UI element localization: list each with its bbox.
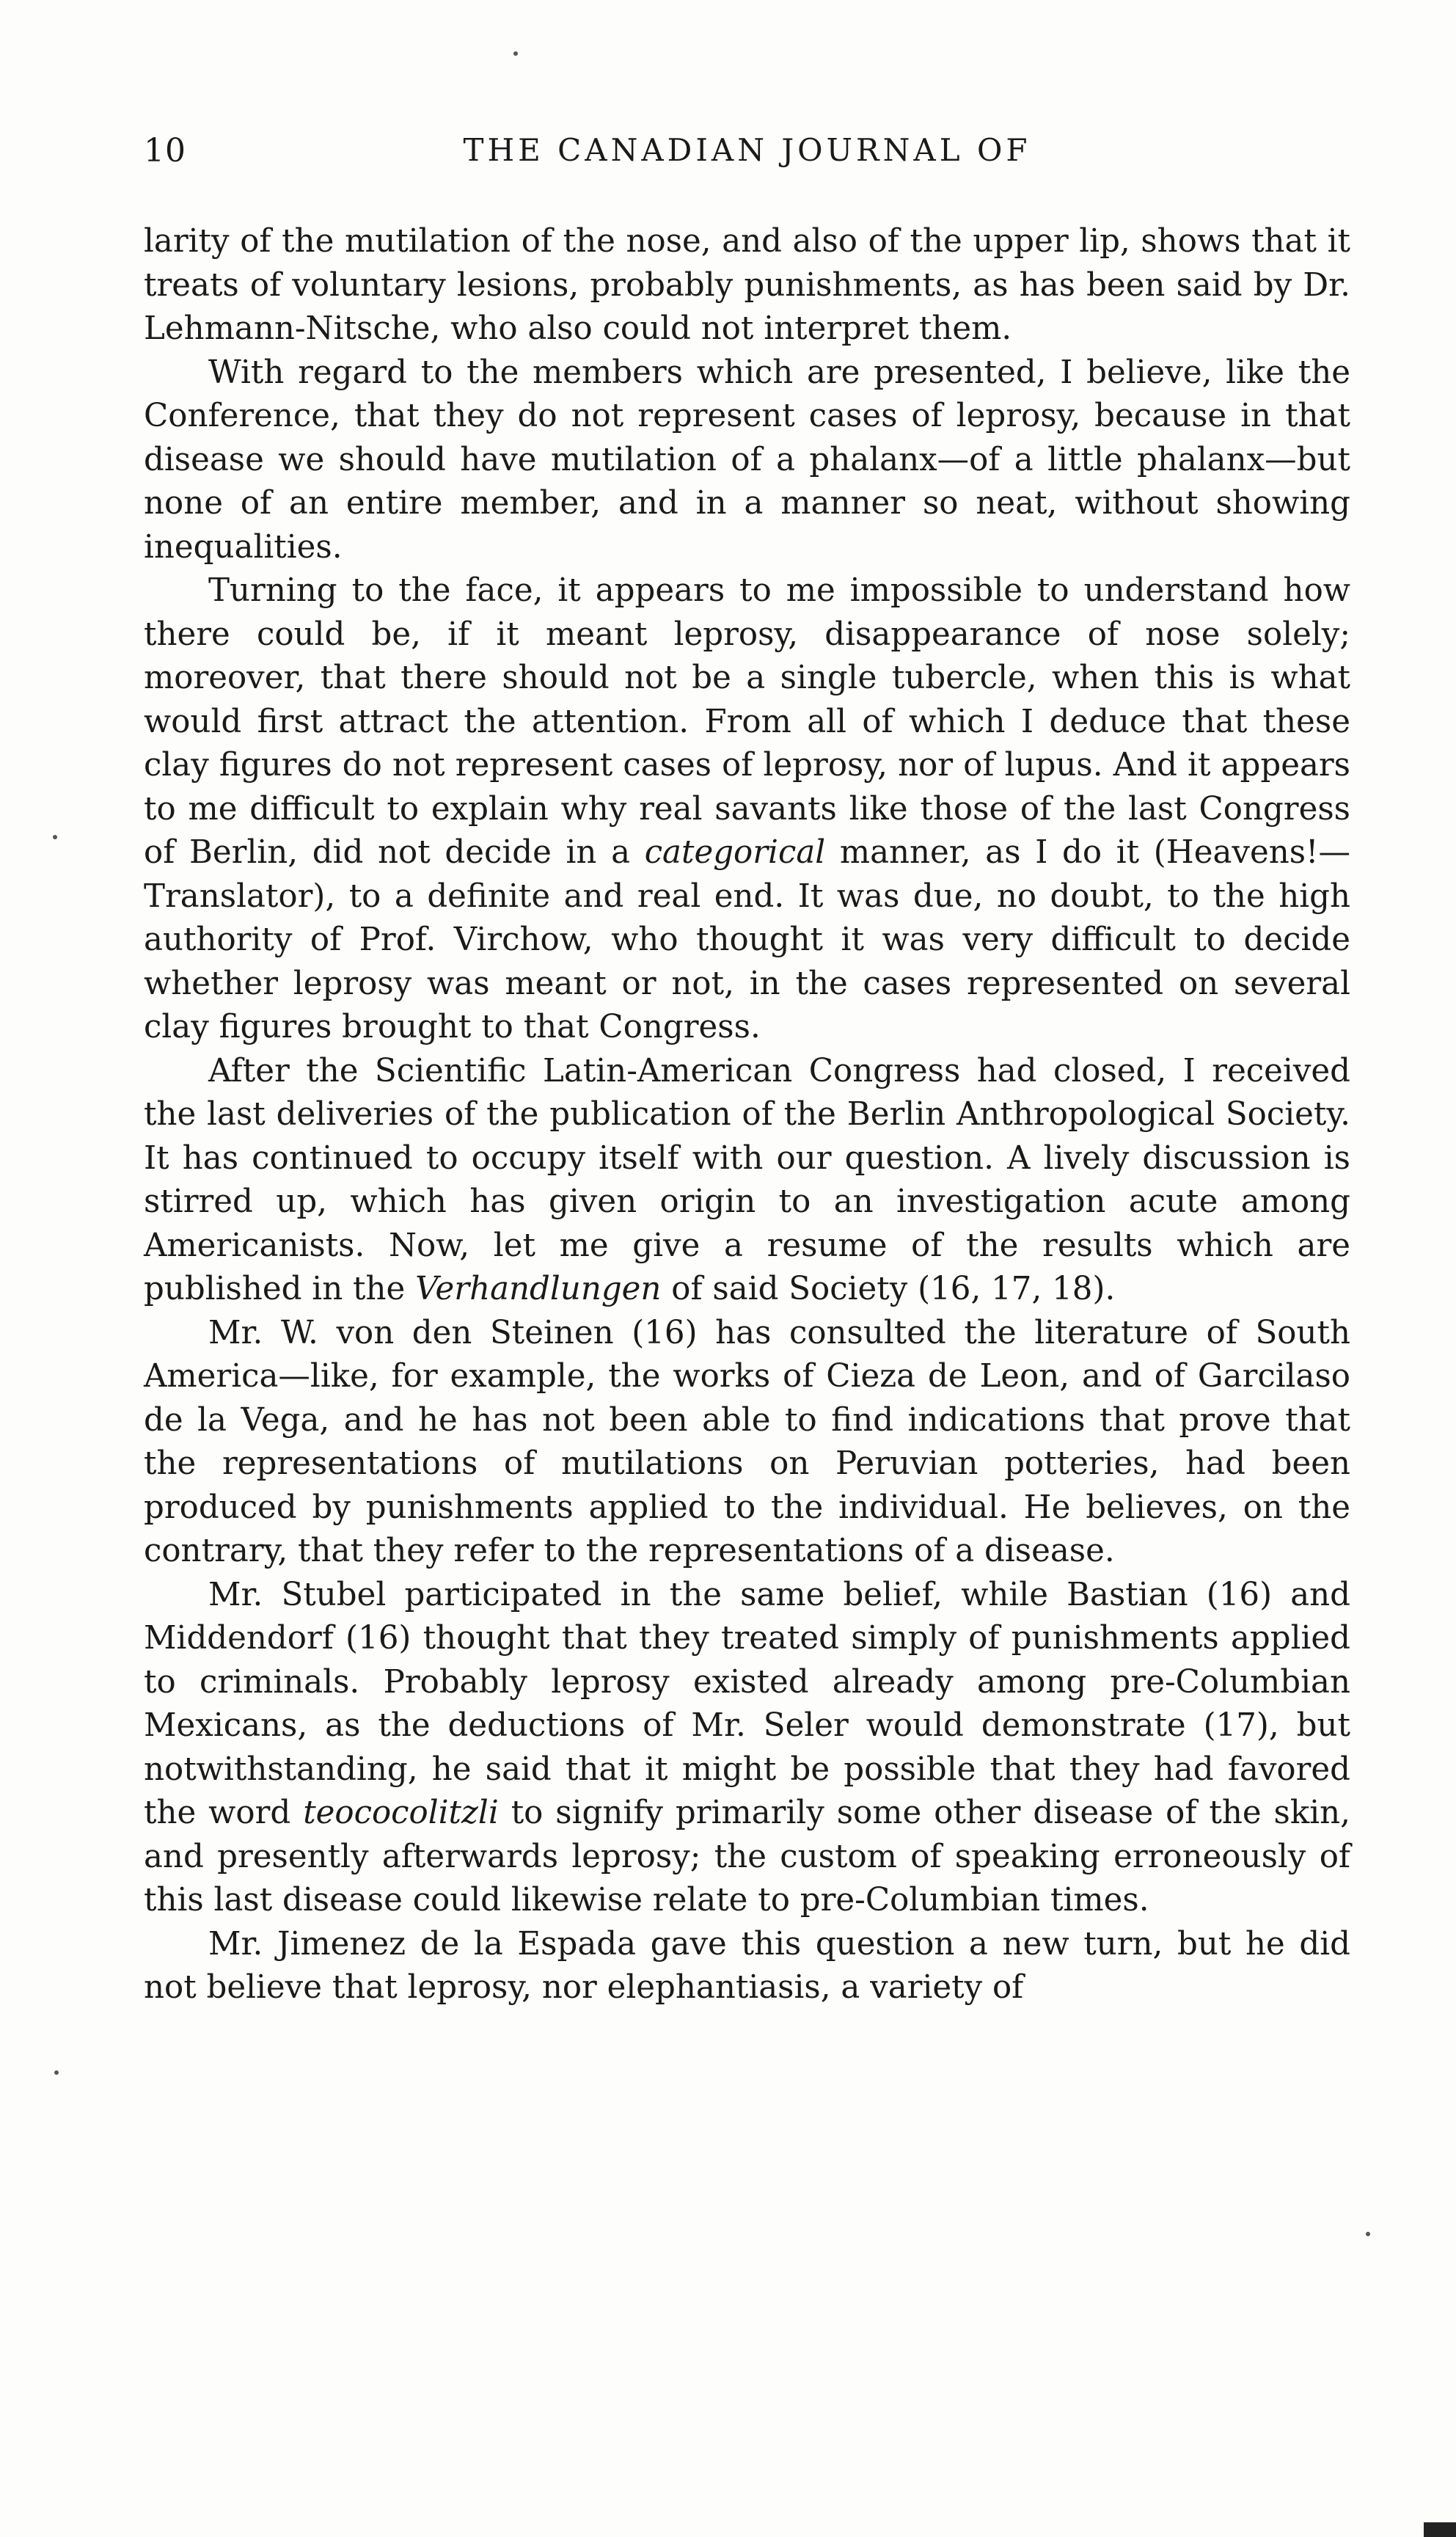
scan-edge-mark (1424, 2522, 1456, 2537)
italic-term: categorical (644, 834, 826, 871)
paragraph (144, 220, 1350, 351)
paragraph-text: Mr. Stubel participated in the same belief, while Bastian (16) and Middendorf (16) thought that they treated simply of punishments applied to criminals. Probably leprosy existed already among pre-Columbian Mexicans, as the deductions of Mr. Seler would demonstrate (17), but notwithstanding, he said that it might be possible that they had favored the word (144, 1576, 1350, 1831)
paragraph-text: After the Scientific Latin-American Congress had closed, I received the last deliveries of the publication of the Berlin Anthropological Society. It has continued to occupy itself with our question. A lively discussion is stirred up, which has given origin to an investigation acute among Americanists. Now, let me give a resume of the results which are published in the (144, 1052, 1350, 1307)
running-head: THE CANADIAN JOURNAL OF (463, 132, 1031, 168)
page-header (144, 123, 1350, 175)
scan-speck (513, 51, 518, 56)
scan-speck (53, 835, 57, 839)
paragraph (144, 1312, 1350, 1574)
body-text (144, 220, 1350, 2010)
page-number: 10 (144, 132, 186, 169)
paragraph (144, 1050, 1350, 1312)
scan-speck (1366, 2232, 1370, 2236)
italic-term: teococolitzli (303, 1795, 499, 1831)
paragraph-text: of said Society (16, 17, 18). (661, 1271, 1116, 1307)
paragraph-text: to signify primarily some other disease of the skin, and presently afterwards leprosy; the custom of speaking erroneously of this last disease could likewise relate to pre-Columbian times. (144, 1795, 1350, 1919)
paragraph-text: With regard to the members which are presented, I believe, like the Conference, that they do not represent cases of leprosy, because in that disease we should have mutilation of a phalanx—of a little phalanx—but none of an entire member, and in a manner so neat, without showing inequalities. (144, 354, 1350, 566)
paragraph-text: manner, as I do it (Heavens!—Translator), to a definite and real end. It was due, no doubt, to the high authority of Prof. Virchow, who thought it was very difficult to decide whether leprosy was meant or not, in the cases represented on several clay figures brought to that Congress. (144, 834, 1351, 1045)
italic-term: Verhandlungen (415, 1271, 662, 1307)
paragraph (144, 1574, 1350, 1923)
paragraph-text: Turning to the face, it appears to me impossible to understand how there could be, if it meant leprosy, disappearance of nose solely; moreover, that there should not be a single tubercle, when this is what would first attract the attention. From all of which I deduce that these clay figures do not represent cases of leprosy, nor of lupus. And it appears to me difficult to explain why real savants like those of the last Congress of Berlin, did not decide in a (144, 572, 1350, 871)
paragraph-text: Mr. Jimenez de la Espada gave this question a new turn, but he did not believe that leprosy, nor elephantiasis, a variety of (144, 1925, 1350, 2006)
paragraph-text: larity of the mutilation of the nose, and also of the upper lip, shows that it treats of voluntary lesions, probably punishments, as has been said by Dr. Lehmann-Nitsche, who also could not interpret them. (144, 223, 1350, 347)
scan-speck (54, 2070, 59, 2075)
paragraph-text: Mr. W. von den Steinen (16) has consulted the literature of South America—like, for example, the works of Cieza de Leon, and of Garcilaso de la Vega, and he has not been able to find indications that prove that the representations of mutilations on Peruvian potteries, had been produced by punishments applied to the individual. He believes, on the contrary, that they refer to the representations of a disease. (144, 1314, 1350, 1569)
paragraph (144, 1923, 1350, 2010)
paragraph (144, 351, 1350, 570)
paragraph (144, 569, 1350, 1050)
